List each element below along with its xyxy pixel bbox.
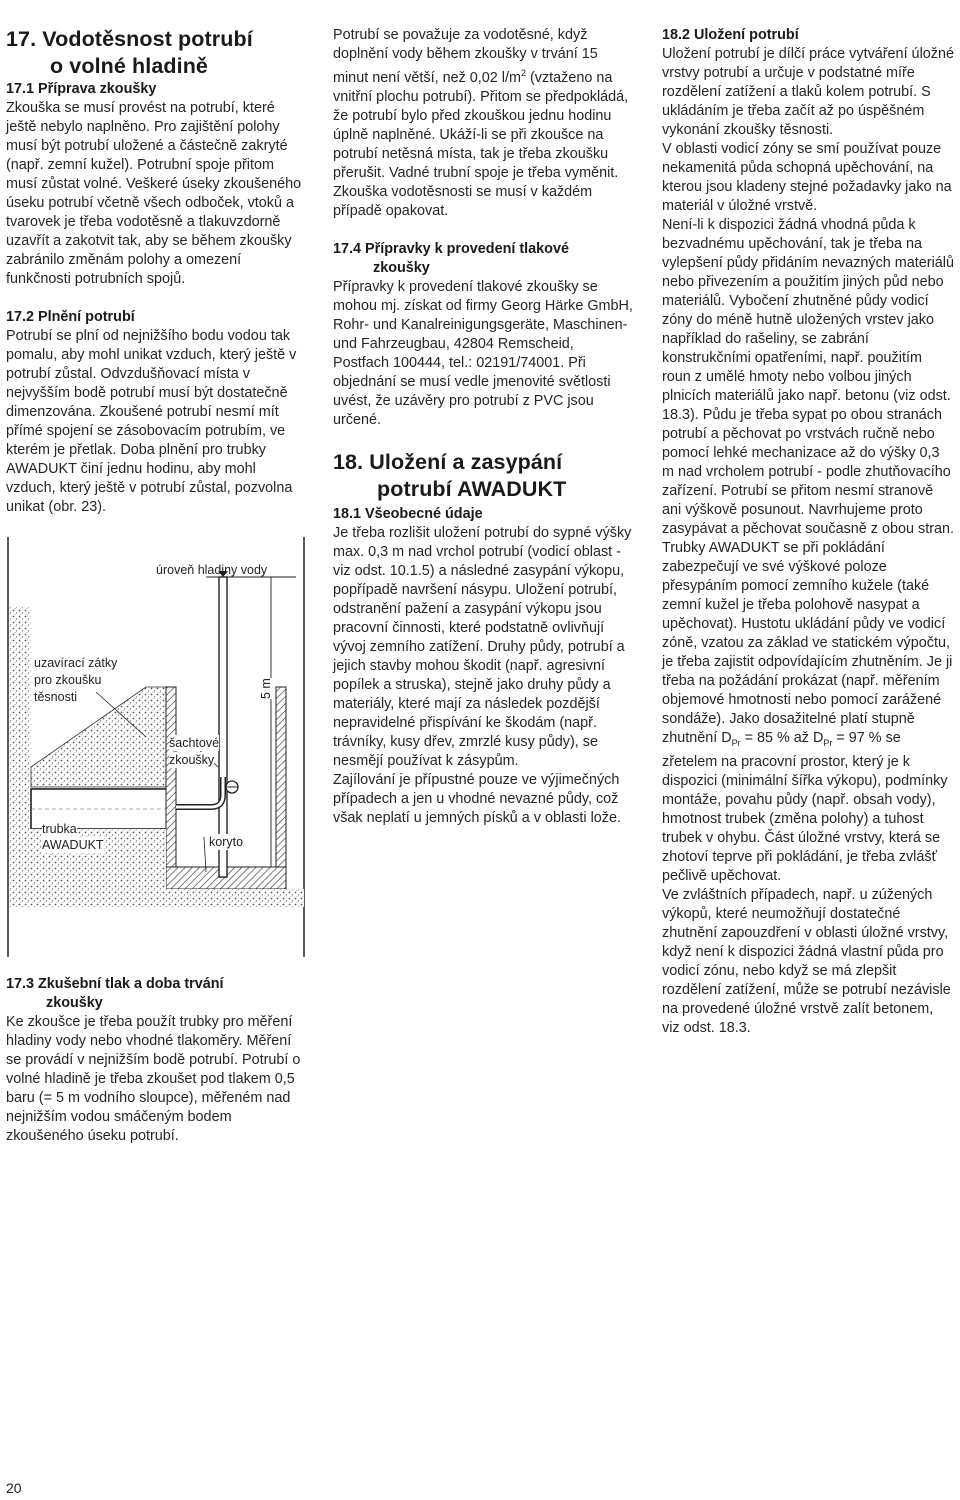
heading-section-18: [333, 449, 633, 503]
subheading-17-3-line2: zkoušky: [46, 995, 103, 1011]
paragraph-17-4: Přípravky k provedení tlakové zkoušky se mohou mj. získat od firmy Georg Härke GmbH, Rohr- und Kanalreinigungsgeräte, Maschinen- und Fahrzeugbau, 42804 Remscheid, Postfach 100444, tel.: 02191/74001. Při objednání se musí vedle jmenovité světlosti uvést, že uzávěry pro potrubí z PVC jsou určené.: [333, 278, 633, 428]
subheading-17-2: 17.2 Plnění potrubí: [6, 309, 135, 325]
subheading-17-4-line2: zkoušky: [373, 259, 430, 276]
heading-18-line1: 18. Uložení a zasypání: [333, 449, 563, 474]
heading-section-17: [6, 26, 306, 80]
label-pipe-2: AWADUKT: [42, 838, 104, 852]
label-shaft-1: šachtové: [169, 736, 220, 750]
subheading-18-2: 18.2 Uložení potrubí: [662, 27, 799, 43]
label-shaft-2: zkoušky: [169, 753, 215, 767]
pipe-test-diagram: [6, 537, 306, 967]
criteria-text-b: (vztaženo na vnitřní plochu potrubí). Přitom se předpokládá, že potrubí bylo před zkouškou jednu hodinu úplně naplněné. Ukáží-li se při zkoušce na potrubí netěsná místa, tak je třeba zkoušku přerušit. Vadné trubní spoje je třeba vyměnit. Zkouška vodotěsnosti se musí v každém případě opakovat.: [333, 69, 629, 219]
heading-17-line1: 17. Vodotěsnost potrubí: [6, 27, 253, 51]
label-pipe-1: trubka: [42, 822, 77, 836]
criteria-text-a: Potrubí se považuje za vodotěsné, když doplnění vody během zkoušky v trvání 15 minut není větší, než 0,02 l/m: [333, 27, 598, 86]
label-caps-3: těsnosti: [34, 690, 78, 704]
shaft-wall-right: [276, 687, 286, 887]
subheading-17-4: [333, 240, 633, 278]
label-trough: koryto: [209, 835, 244, 849]
paragraph-18-2-c: [662, 216, 954, 886]
subheading-17-1: 17.1 Příprava zkoušky: [6, 81, 157, 97]
heading-18-line2: potrubí AWADUKT: [377, 476, 567, 501]
label-caps-1: uzavírací zátky: [34, 656, 118, 670]
paragraph-18-1: Je třeba rozlišit uložení potrubí do sypné výšky max. 0,3 m nad vrchol potrubí (vodicí oblast - viz odst. 10.1.5) a následné zasypání výkopu, popřípadě navršení násypu. Uložení potrubí, odstranění pažení a zasypání výkopu jsou pracovní činnosti, které podstatně ovlivňují vývoj zemního zatížení. Druhy půdy, potrubí a jejich stavby mohou škodit (např. agresivní popílek a struska), stejně jako druhy půdy a materiály, které mají za následek pozdější nepravidelné přispívání ke škodám (např. trávníky, kusy dřev, zmrzlé kusy půdy), se nesmějí používat k zásypům.: [333, 524, 632, 769]
paragraph-17-2: Potrubí se plní od nejnižšího bodu vodou tak pomalu, aby mohl unikat vzduch, který ještě v potrubí zůstal. Odvzdušňovací místa v nejvyšším bodě potrubí musí být dostatečně dimenzována. Zkoušené potrubí nesmí mít přímé spojení se zásobovacím potrubím, ve kterém je přetlak. Doba plnění pro trubky AWADUKT činí jednu hodinu, aby mohl vzduch, který ještě v potrubí zůstal, pozvolna unikat (obr. 23).: [6, 328, 297, 515]
subheading-17-4-line1: 17.4 Přípravky k provedení tlakové: [333, 240, 569, 257]
label-caps-2: pro zkoušku: [34, 673, 102, 687]
paragraph-watertight-criteria: [333, 26, 633, 221]
compaction-text-c: = 97 % se zřetelem na pracovní prostor, který je k dispozici (minimální šířka výkopu), podmínky montáže, povahu půdy (např. obsah vody), hmotnost trubek (změna polohy) a tuhost trubek v ohybu. Část úložné vrstvy, která se zhotoví teprve při pokládání, je třeba zvlášť pečlivě upěchovat.: [662, 730, 948, 884]
heading-17-line2: o volné hladině: [50, 54, 208, 78]
base-soil: [9, 889, 304, 907]
paragraph-18-2-d: Ve zvláštních případech, např. u zúžených výkopů, které neumožňují dostatečné zhutnění zapouzdření v oblasti úložné vrstvy, když není k dispozici žádná vlastní půda pro vodicí zónu, nebo když se má zlepšit rozdělení zatížení, může se potrubí nezávisle na provedené úložné vrstvě zalít betonem, viz odst. 18.3.: [662, 886, 951, 1036]
page-number: 20: [6, 1480, 22, 1496]
subheading-18-1: 18.1 Všeobecné údaje: [333, 505, 483, 522]
column-right: [662, 26, 954, 1038]
label-water-level: úroveň hladiny vody: [156, 563, 268, 577]
shaft-wall-left: [166, 687, 176, 887]
figure-23-diagram: [6, 537, 306, 967]
paragraph-18-1-b: Zajílování je přípustné pouze ve výjimečných případech a jen u vhodné nevazné půdy, což však neplatí u jemných písků a v oblasti lože.: [333, 771, 621, 826]
standpipe: [219, 577, 227, 877]
subheading-17-3: [6, 975, 306, 1013]
criteria-superscript: 2: [520, 68, 526, 78]
compaction-text-b: = 85 % až D: [740, 730, 824, 746]
paragraph-17-3: Ke zkoušce je třeba použít trubky pro měření hladiny vody nebo vhodné tlakoměry. Měření se provádí v nejnižším bodě potrubí. Potrubí o volné hladině je třeba zkoušet pod tlakem 0,5 baru (= 5 m vodního sloupce), měřeném nad nejnižším vodou smáčeným bodem zkoušeného úseku potrubí.: [6, 1014, 301, 1144]
label-height-5m: 5 m: [259, 678, 273, 699]
column-middle: [333, 26, 633, 828]
compaction-subscript-1: Pr: [731, 737, 741, 748]
compaction-subscript-2: Pr: [823, 737, 833, 748]
paragraph-17-1: Zkouška se musí provést na potrubí, které ještě nebylo naplněno. Pro zajištění polohy musí být potrubí uložené a částečně zakryté (např. zemní kužel). Potrubní spoje přitom musí zůstat volné. Veškeré úseky zkoušeného úseku potrubí včetně všech odboček, vtoků a tvarovek je třeba vodotěsně a tlakuvzdorně uzavřít a zakotvit tak, aby se během zkoušky zabránilo změnám polohy a omezení funkčnosti potrubních spojů.: [6, 100, 302, 287]
subheading-17-3-line1: 17.3 Zkušební tlak a doba trvání: [6, 976, 224, 992]
paragraph-18-2-a: Uložení potrubí je dílčí práce vytváření úložné vrstvy potrubí a určuje v podstatné míře rozdělení zatížení a tlaků kolem potrubí. S ukládáním je třeba začít až po úspěšném vykonání zkoušky těsnosti.: [662, 46, 954, 138]
compaction-text-a: Není-li k dispozici žádná vhodná půda k bezvadnému upěchování, tak je třeba na vylepšení půdy přidáním nevazných materiálů nebo přivezením a použitím jiných půd nebo materiálů. Vybočení zhutněné půdy vodicí zóny do méně hutně uložených vrstev jako například do rašeliny, se zabrání konstrukčními opatřeními, např. použitím roun z umělé hmoty nebo volbou jiných plnicích materiálů jako např. betonu (viz odst. 18.3). Půdu je třeba sypat po obou stranách potrubí a pěchovat po vrstvách ručně nebo pomocí lehké mechanizace až do výšky 0,3 m nad vrcholem potrubí - podle zhutňovacího zařízení. Potrubí se přitom nesmí stranově ani výškově posunout. Navrhujeme proto zasypávat a pěchovat současně z obou stran. Trubky AWADUKT se při pokládání zabezpečují ve své výškové poloze přesypáním pomocí zemního kužele (také zemní kužel je třeba polohově nasypat a upěchovat). Hustotu ukládání půdy ve vodicí zóně, vzatou za základ ve statickém výpočtu, je třeba zajistit odpovídajícím zhutněním. Je ji třeba na požádání prokázat (např. měřením objemové hmotnosti nebo pomocí zarážené sondáže). Jako dosažitelné platí stupně zhutnění D: [662, 217, 954, 746]
column-left: [6, 26, 306, 1146]
paragraph-18-2-b: V oblasti vodicí zóny se smí používat pouze nekamenitá půda schopná upěchování, na kterou jsou kladeny stejné požadavky jako na materiál v úložné vrstvě.: [662, 141, 952, 214]
